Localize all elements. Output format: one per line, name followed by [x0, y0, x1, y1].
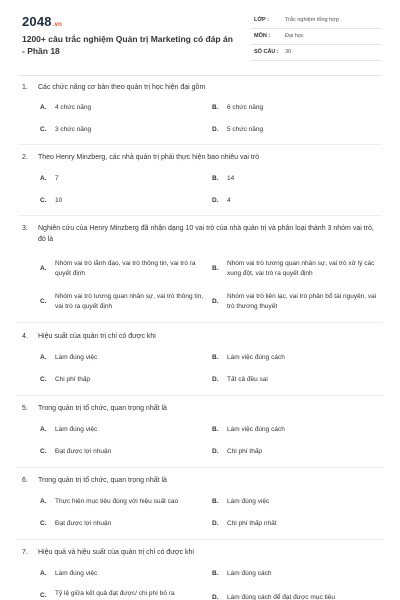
option-text: 14	[227, 175, 235, 182]
meta-key: MÔN :	[254, 33, 271, 39]
logo-text: 2048	[22, 14, 52, 29]
option-text: 7	[55, 175, 59, 182]
meta-row-class	[252, 13, 380, 29]
option-text: 4	[227, 197, 231, 204]
option-letter: B.	[212, 104, 219, 111]
option-text: Đạt được lợi nhuận	[55, 448, 112, 455]
question-divider	[18, 539, 382, 540]
option-text: Làm đúng việc	[55, 354, 98, 361]
option-text: Nhóm vai trò tương quan nhân sự, vai trò thông tin, vai trò ra quyết định	[55, 293, 204, 310]
option-letter: C.	[40, 298, 47, 305]
question-divider	[18, 144, 382, 145]
option-letter: D.	[212, 520, 219, 527]
option-letter: A.	[40, 498, 47, 505]
option-letter: D.	[212, 376, 219, 383]
option-letter: B.	[212, 426, 219, 433]
option-letter: B.	[212, 265, 219, 272]
meta-row-count	[252, 45, 380, 61]
option-text: Làm việc đúng cách	[227, 354, 285, 361]
option-text: Tất cả đều sai	[227, 376, 268, 383]
question-divider	[18, 215, 382, 216]
option-letter: C.	[40, 448, 47, 455]
option-text: Làm đúng việc	[55, 426, 98, 433]
option-letter: D.	[212, 594, 219, 600]
option-text: Chi phí thấp	[227, 448, 263, 455]
option-text: 4 chức năng	[55, 104, 92, 111]
header-divider	[18, 75, 382, 76]
meta-value: Trắc nghiệm tổng hợp	[285, 17, 339, 23]
option-letter: A.	[40, 570, 47, 577]
option-text: 6 chức năng	[227, 104, 264, 111]
option-letter: D.	[212, 448, 219, 455]
question-text: Theo Henry Minzberg, các nhà quản trị phải thực hiện bao nhiêu vai trò	[38, 154, 260, 161]
option-letter: B.	[212, 354, 219, 361]
option-text: Làm đúng cách	[227, 570, 272, 577]
option-text: Làm đúng việc	[55, 570, 98, 577]
option-text: Thực hiện mục tiêu đúng với hiệu suất cao	[55, 498, 179, 505]
option-letter: C.	[40, 197, 47, 204]
option-text: Chi phí thấp	[55, 376, 91, 383]
question-divider	[18, 467, 382, 468]
option-text: Tỷ lệ giữa kết quả đạt được/ chi phí bỏ ra	[55, 590, 175, 597]
option-letter: A.	[40, 265, 47, 272]
meta-value: Đại học	[285, 33, 304, 39]
option-text: 3 chức năng	[55, 126, 92, 133]
question-divider	[18, 395, 382, 396]
document-meta	[252, 13, 380, 61]
option-text: Làm việc đúng cách	[227, 426, 285, 433]
site-logo[interactable]	[22, 14, 62, 29]
option-letter: A.	[40, 354, 47, 361]
meta-row-subject	[252, 29, 380, 45]
option-letter: A.	[40, 104, 47, 111]
option-letter: B.	[212, 175, 219, 182]
option-letter: D.	[212, 126, 219, 133]
option-letter: C.	[40, 126, 47, 133]
option-letter: C.	[40, 520, 47, 527]
option-letter: C.	[40, 376, 47, 383]
question-number: 5.	[22, 405, 28, 412]
question-text: Trong quản trị tổ chức, quan trọng nhất là	[38, 405, 167, 412]
option-text: 10	[55, 197, 63, 204]
option-letter: D.	[212, 197, 219, 204]
option-letter: B.	[212, 570, 219, 577]
page-title: 1200+ câu trắc nghiệm Quản trị Marketing có đáp án - Phần 18	[22, 34, 233, 56]
option-text: Nhóm vai trò lãnh đạo, vai trò thông tin, vai trò ra quyết định	[55, 260, 196, 277]
document-header	[0, 0, 400, 72]
option-text: Chi phí thấp nhất	[227, 520, 277, 527]
question-divider	[18, 322, 382, 323]
meta-key: LỚP :	[254, 17, 269, 23]
option-letter: D.	[212, 298, 219, 305]
option-text: Làm đúng việc	[227, 498, 270, 505]
question-text: Nghiên cứu của Henry Minzberg đã nhận dạng 10 vai trò của nhà quản trị và phân loại thành 3 nhóm vai trò, đó là	[38, 225, 374, 243]
question-text: Trong quản trị tổ chức, quan trọng nhất là	[38, 477, 167, 484]
question-number: 7.	[22, 549, 28, 556]
logo-suffix: .vn	[52, 22, 63, 28]
meta-value: 30	[285, 49, 292, 55]
option-letter: A.	[40, 175, 47, 182]
question-text: Hiệu suất của quản trị chỉ có được khi	[38, 333, 156, 340]
question-number: 1.	[22, 84, 28, 91]
question-number: 2.	[22, 154, 28, 161]
option-letter: C.	[40, 592, 47, 599]
question-text: Các chức năng cơ bản theo quản trị học hiện đại gồm	[38, 84, 206, 91]
option-text: Làm đúng cách để đạt được mục tiêu	[227, 594, 335, 600]
meta-key: SỐ CÂU :	[254, 49, 279, 55]
option-text: 5 chức năng	[227, 126, 264, 133]
option-letter: B.	[212, 498, 219, 505]
option-letter: A.	[40, 426, 47, 433]
question-text: Hiệu quả và hiệu suất của quản trị chỉ có được khi	[38, 549, 194, 556]
question-number: 4.	[22, 333, 28, 340]
option-text: Đạt được lợi nhuận	[55, 520, 112, 527]
option-text: Nhóm vai trò liên lạc, vai trò phân bổ tài nguyên, vai trò thương thuyết	[227, 293, 377, 310]
option-text: Nhóm vai trò tương quan nhân sự, vai trò xử lý các xung đột, vai trò ra quyết định	[227, 260, 375, 277]
question-number: 6.	[22, 477, 28, 484]
question-number: 3.	[22, 225, 28, 232]
